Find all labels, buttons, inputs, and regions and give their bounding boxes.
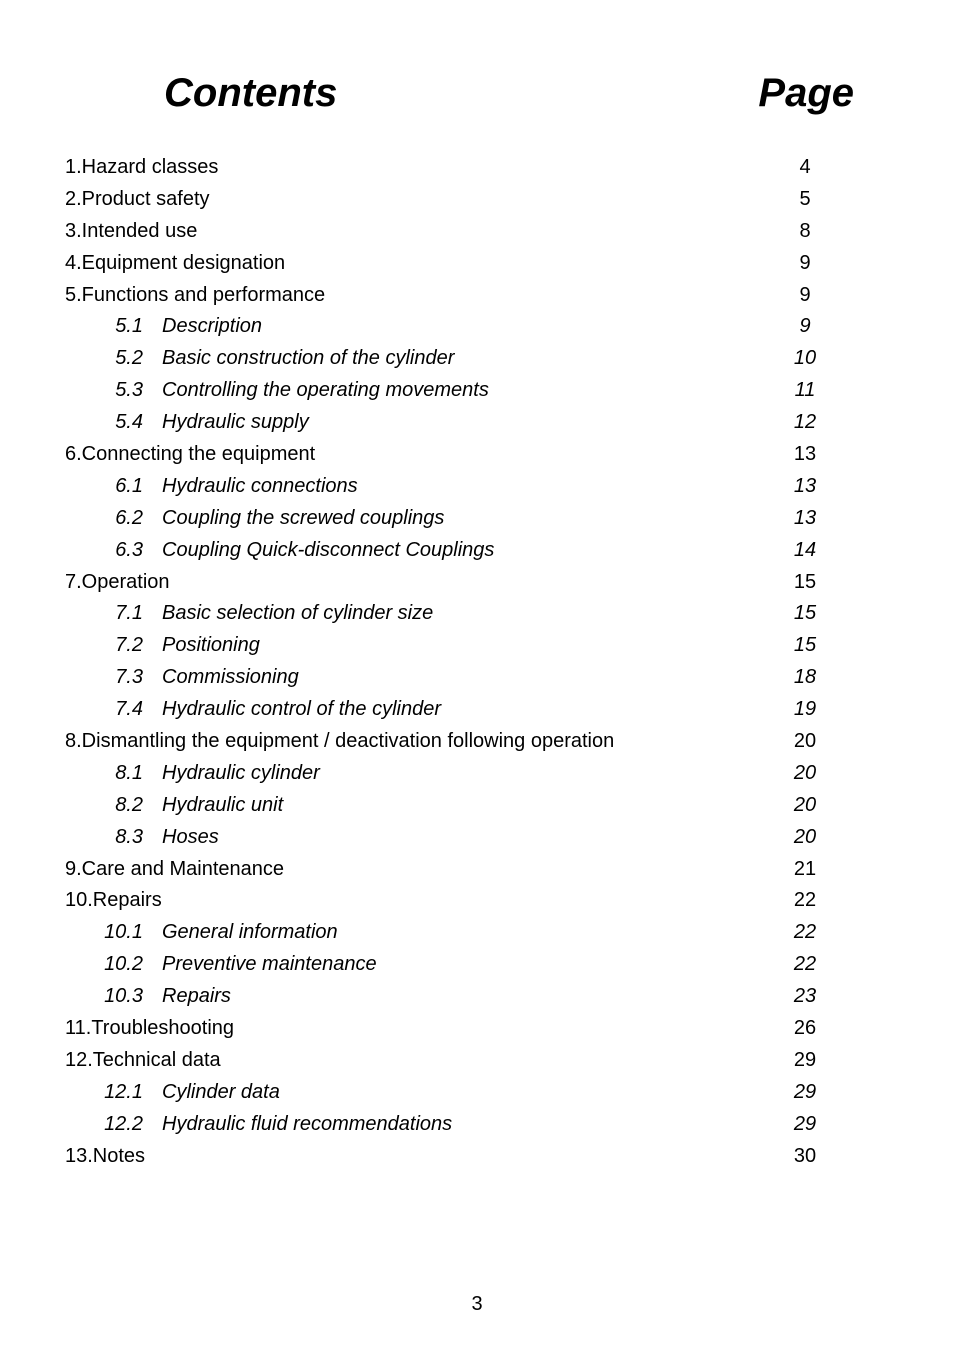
toc-entry-page: 11 [794,379,816,402]
toc-entry-page: 23 [793,985,817,1008]
toc-entry-title: Hydraulic supply [162,411,309,434]
toc-entry-title: Controlling the operating movements [162,379,489,402]
toc-entry-title: Preventive maintenance [162,953,377,976]
toc-entry-page: 20 [793,825,817,848]
toc-entry-page: 18 [793,666,817,689]
toc-entry-title: Cylinder data [162,1080,280,1103]
toc-subsection-entry[interactable] [0,598,954,630]
toc-subsection-entry[interactable] [0,311,954,343]
page-number: 3 [471,1293,483,1315]
toc-subsection-entry[interactable] [0,375,954,407]
toc-section-entry[interactable] [0,1045,954,1077]
toc-entry-number: 7.3 [115,666,143,689]
toc-entry-title: General information [162,921,338,944]
toc-section-entry[interactable] [0,216,954,248]
toc-subsection-entry[interactable] [0,1077,954,1109]
toc-entry-page: 29 [793,1112,817,1135]
toc-entry-title: Hoses [162,825,219,848]
toc-subsection-entry[interactable] [0,790,954,822]
toc-entry-title: 2.Product safety [65,187,210,210]
toc-entry-page: 22 [793,921,817,944]
toc-entry-title: 4.Equipment designation [65,251,286,274]
toc-entry-page: 12 [793,411,817,434]
toc-entry-page: 29 [793,1080,817,1103]
toc-entry-page: 13 [793,443,817,466]
contents-heading: Contents [164,71,338,115]
toc-entry-page: 9 [799,283,811,306]
toc-entry-title: Basic selection of cylinder size [162,602,434,625]
toc-section-entry[interactable] [0,854,954,886]
toc-subsection-entry[interactable] [0,535,954,567]
toc-entry-page: 13 [793,474,817,497]
toc-subsection-entry[interactable] [0,471,954,503]
toc-subsection-entry[interactable] [0,949,954,981]
toc-entry-number: 7.4 [115,698,143,721]
toc-entry-title: 8.Dismantling the equipment / deactivation following operation [65,730,615,753]
toc-entry-page: 20 [793,793,817,816]
toc-entry-page: 30 [793,1144,817,1167]
toc-subsection-entry[interactable] [0,630,954,662]
toc-entry-page: 20 [793,730,817,753]
toc-entry-number: 12.1 [104,1080,143,1103]
toc-entry-page: 20 [793,761,817,784]
toc-entry-title: Hydraulic connections [162,474,358,497]
toc-entry-page: 14 [793,538,817,561]
toc-section-entry[interactable] [0,184,954,216]
toc-entry-number: 6.3 [115,538,143,561]
toc-entry-title: Hydraulic unit [162,793,284,816]
toc-section-entry[interactable] [0,1013,954,1045]
toc-entry-page: 4 [799,156,811,178]
toc-section-entry[interactable] [0,152,954,184]
toc-entry-page: 29 [793,1048,817,1071]
toc-entry-page: 15 [793,634,817,657]
toc-entry-title: 9.Care and Maintenance [65,857,285,880]
toc-entry-title: Basic construction of the cylinder [162,347,455,370]
toc-entry-number: 6.1 [115,474,143,497]
toc-section-entry[interactable] [0,885,954,917]
toc-entry-title: 12.Technical data [65,1048,221,1071]
toc-entry-title: Description [162,315,263,338]
toc-subsection-entry[interactable] [0,758,954,790]
toc-entry-title: 11.Troubleshooting [65,1017,235,1040]
toc-entry-title: Hydraulic fluid recommendations [162,1112,453,1135]
toc-entry-number: 5.4 [115,411,143,434]
toc-entry-number: 5.3 [115,379,143,402]
toc-entry-title: 6.Connecting the equipment [65,443,316,466]
toc-section-entry[interactable] [0,248,954,280]
toc-entry-number: 12.2 [104,1112,143,1135]
toc-entry-title: 5.Functions and performance [65,283,326,306]
toc-entry-title: 7.Operation [65,570,170,593]
toc-entry-page: 22 [793,889,817,912]
toc-entry-title: 1.Hazard classes [65,156,219,178]
toc-subsection-entry[interactable] [0,662,954,694]
toc-entry-page: 9 [799,251,811,274]
toc-entry-page: 26 [793,1017,817,1040]
toc-subsection-entry[interactable] [0,503,954,535]
toc-entry-title: Positioning [162,634,260,657]
toc-entry-page: 19 [793,698,817,721]
table-of-contents [0,152,954,1173]
toc-entry-page: 15 [793,602,817,625]
toc-entry-page: 21 [793,857,817,880]
toc-entry-number: 10.2 [104,953,143,976]
toc-entry-title: Repairs [162,985,231,1008]
toc-section-entry[interactable] [0,439,954,471]
toc-entry-number: 5.2 [115,347,143,370]
toc-subsection-entry[interactable] [0,1109,954,1141]
toc-entry-page: 13 [793,506,817,529]
toc-entry-number: 8.1 [115,761,143,784]
toc-entry-title: Coupling the screwed couplings [162,506,445,529]
toc-entry-page: 8 [799,219,811,242]
toc-section-entry[interactable] [0,567,954,599]
toc-subsection-entry[interactable] [0,917,954,949]
toc-entry-title: 13.Notes [65,1144,146,1167]
toc-subsection-entry[interactable] [0,822,954,854]
toc-subsection-entry[interactable] [0,694,954,726]
toc-subsection-entry[interactable] [0,343,954,375]
toc-entry-page: 10 [793,347,817,370]
toc-entry-title: 10.Repairs [65,889,162,912]
toc-entry-title: Hydraulic cylinder [162,761,320,784]
toc-subsection-entry[interactable] [0,981,954,1013]
toc-entry-title: Coupling Quick-disconnect Couplings [162,538,495,561]
page-column-heading: Page [758,71,854,115]
toc-entry-page: 5 [799,187,811,210]
toc-section-entry[interactable] [0,1141,954,1173]
toc-entry-number: 6.2 [115,506,143,529]
toc-entry-page: 15 [793,570,817,593]
toc-section-entry[interactable] [0,280,954,312]
toc-entry-page: 9 [799,315,811,338]
toc-entry-number: 10.3 [104,985,143,1008]
toc-subsection-entry[interactable] [0,407,954,439]
toc-entry-number: 8.2 [115,793,143,816]
toc-entry-number: 10.1 [104,921,143,944]
toc-entry-title: Commissioning [162,666,299,689]
toc-entry-title: Hydraulic control of the cylinder [162,698,442,721]
toc-entry-number: 8.3 [115,825,143,848]
toc-entry-number: 7.1 [115,602,143,625]
toc-entry-page: 22 [793,953,817,976]
toc-entry-title: 3.Intended use [65,219,198,242]
toc-entry-number: 5.1 [115,315,143,338]
toc-entry-number: 7.2 [115,634,143,657]
toc-section-entry[interactable] [0,726,954,758]
